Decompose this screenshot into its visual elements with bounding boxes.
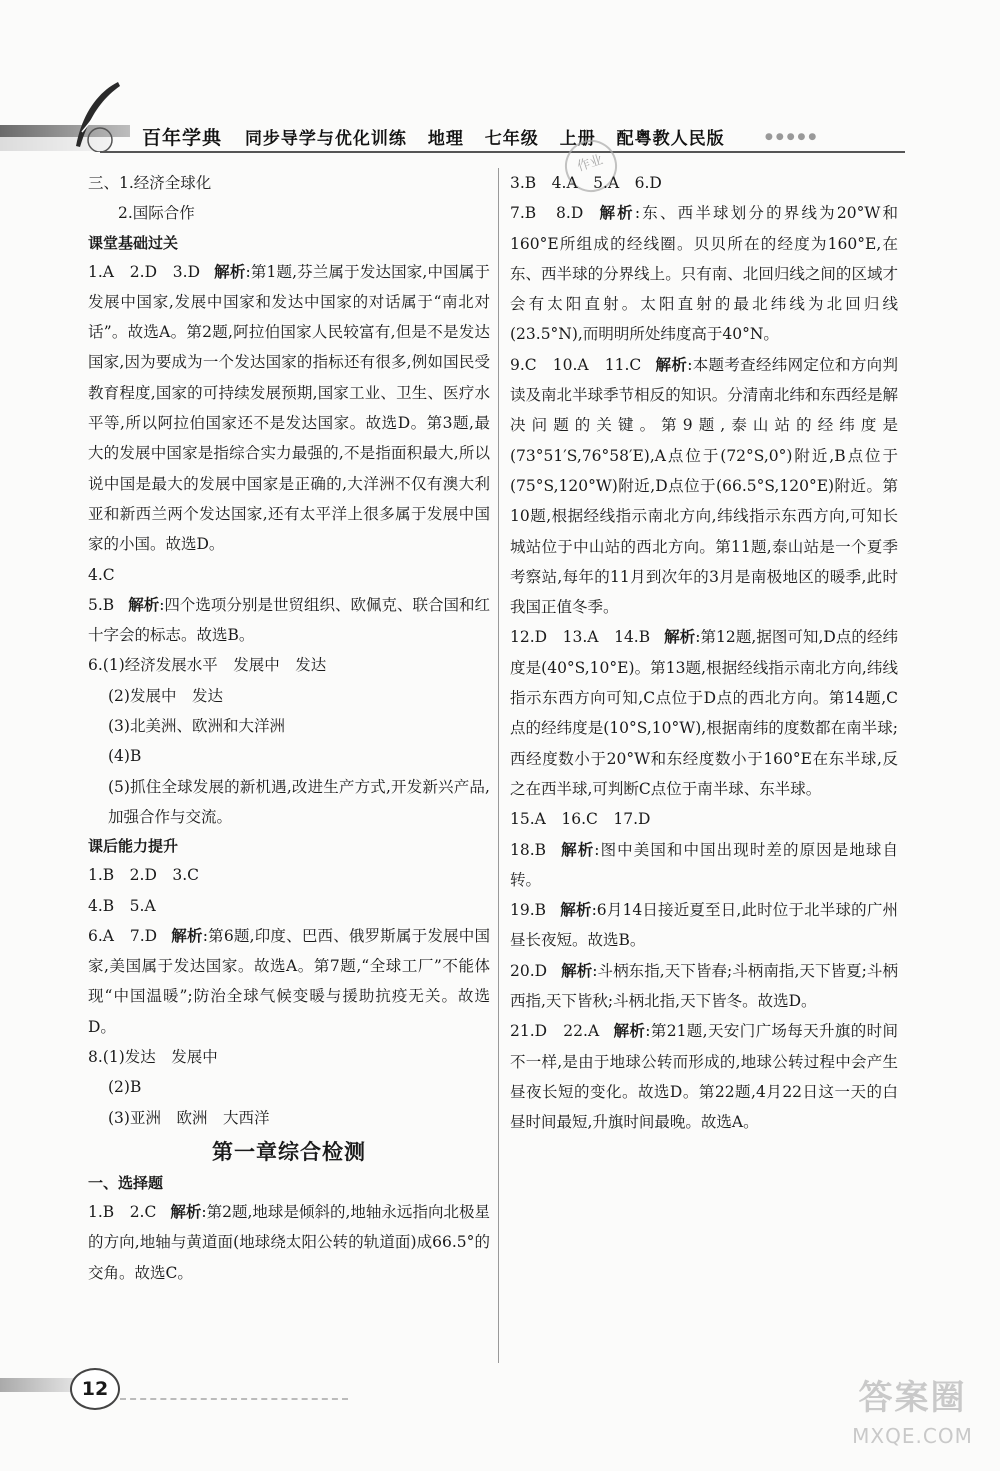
answer-block: [510, 622, 898, 804]
analysis-text: :本题考查经纬网定位和方向判读及南北半球季节相反的知识。分清南北纬和东西经是解决问题的关键。第9题,泰山站的经纬度是(73°51′S,76°58′E),A点位于(72°S,0°)附近,B点位于(75°S,120°W)附近,D点位于(66.5°S,120°E)附近。第10题,根据经线指示南北方向,纬线指示东西方向,可知长城站位于中山站的西北方向。第11题,泰山站是一个夏季考察站,每年的11月到次年的3月是南极地区的暖季,此时我国正值冬季。: [510, 355, 898, 617]
answer-line: (3)亚洲 欧洲 大西洋: [108, 1108, 270, 1127]
grade: 七年级: [484, 129, 539, 149]
homework-stamp: 作业: [558, 133, 624, 199]
answer-block: [510, 956, 898, 1017]
answer-keys: 20.D: [510, 961, 548, 980]
watermark: [830, 1375, 995, 1451]
chapter-title: 第一章综合检测: [212, 1139, 366, 1164]
watermark-url: MXQE.COM: [852, 1424, 973, 1448]
answer-line: 2.国际合作: [118, 204, 195, 223]
footer-dashed-rule: [120, 1398, 348, 1400]
answer-keys: 21.D 22.A: [510, 1022, 600, 1041]
edition: 配粤教人民版: [616, 129, 725, 149]
analysis-text: :第21题,天安门广场每天升旗的时间不一样,是由于地球公转而形成的,地球公转过程中会产生昼夜长短的变化。故选D。第22题,4月22日这一天的白昼时间最短,升旗时间最晚。故选A。: [510, 1022, 898, 1132]
answer-keys: 6.A 7.D: [88, 926, 158, 945]
answer-keys: 7.B 8.D: [510, 204, 584, 223]
header-dots: ●●●●●: [765, 132, 820, 142]
analysis-label: 解析: [613, 1022, 646, 1041]
section-heading-basic: 课堂基础过关: [88, 233, 179, 252]
answer-line: 三、1.经济全球化: [88, 174, 212, 192]
answer-line: (5)抓住全球发展的新机遇,改进生产方式,开发新兴产品,加强合作与交流。: [108, 777, 490, 826]
quill-icon: [68, 80, 128, 152]
answer-keys: 18.B: [510, 840, 547, 859]
analysis-text: :斗柄东指,天下皆春;斗柄南指,天下皆夏;斗柄西指,天下皆秋;斗柄北指,天下皆冬。故选D。: [510, 961, 898, 1011]
answer-keys: 1.A 2.D 3.D: [88, 262, 201, 281]
answer-line: 15.A 16.C 17.D: [510, 810, 651, 829]
answer-block: [510, 835, 898, 896]
analysis-label: 解析: [560, 840, 595, 859]
column-divider: [498, 168, 499, 1363]
analysis-text: :第12题,据图可知,D点的经纬度是(40°S,10°E)。第13题,根据经线指示南北方向,纬线指示东西方向可知,C点位于D点的西北方向。第14题,C点的经纬度是(10°S,10°W),根据南纬的度数都在南半球;西经度数小于20°W和东经度数小于160°E在东半球,反之在西半球,可判断C点位于南半球、东半球。: [510, 628, 898, 798]
answer-line: (2)发展中 发达: [108, 686, 223, 705]
watermark-logo: 答案圈: [858, 1378, 967, 1418]
brand-name: 百年学典: [142, 127, 223, 149]
series-name: 同步导学与优化训练: [244, 129, 407, 149]
answer-block: [88, 921, 490, 1042]
book-title: [142, 123, 739, 150]
answer-block: [88, 590, 490, 651]
analysis-label: 解析: [655, 355, 688, 374]
analysis-text: :图中美国和中国出现时差的原因是地球自转。: [510, 840, 898, 889]
analysis-text: :第1题,芬兰属于发达国家,中国属于发展中国家,发展中国家和发达中国家的对话属于“南北对话”。故选A。第2题,阿拉伯国家人民较富有,但是不是发达国家,因为要成为一个发达国家的指标还有很多,例如国民受教育程度,国家的可持续发展预期,国家工业、卫生、医疗水平等,所以阿拉伯国家还不是发达国家。故选D。第3题,最大的发展中国家是指综合实力最强的,不是指面积最大,所以说中国是最大的发展中国家是正确的,大洋洲不仅有澳大利亚和新西兰两个发达国家,还有太平洋上很多属于发展中国家的小国。故选D。: [88, 262, 490, 554]
analysis-label: 解析: [561, 961, 593, 980]
page-header: [0, 75, 1000, 175]
answer-line: 4.B 5.A: [88, 896, 156, 915]
subject: 地理: [427, 129, 464, 149]
answer-block: [88, 1197, 490, 1288]
answer-keys: 9.C 10.A 11.C: [510, 355, 642, 374]
answer-block: [510, 198, 898, 349]
analysis-text: :四个选项分别是世贸组织、欧佩克、联合国和红十字会的标志。故选B。: [88, 595, 490, 645]
answer-keys: 19.B: [510, 901, 547, 920]
answer-line: (4)B: [108, 747, 142, 766]
page-number: 12: [70, 1368, 120, 1410]
section-heading-choice: 一、选择题: [88, 1173, 164, 1192]
answer-line: 8.(1)发达 发展中: [88, 1048, 218, 1067]
answer-keys: 5.B: [88, 595, 115, 614]
analysis-text: :第6题,印度、巴西、俄罗斯属于发展中国家,美国属于发达国家。故选A。第7题,“全球工厂”不能体现“中国温暖”;防治全球气候变暖与援助抗疫无关。故选D。: [88, 926, 491, 1036]
header-rule: [100, 151, 905, 153]
answer-line: 6.(1)经济发展水平 发展中 发达: [88, 656, 327, 675]
answer-block: [88, 257, 490, 560]
right-column: [510, 168, 898, 1138]
answer-line: (3)北美洲、欧洲和大洋洲: [108, 717, 285, 736]
left-column: [88, 168, 490, 1288]
answer-block: [510, 350, 898, 623]
analysis-label: 解析: [560, 901, 592, 920]
analysis-text: :东、西半球划分的界线为20°W和160°E所组成的经线圈。贝贝所在的经度为160°E,在东、西半球的分界线上。只有南、北回归线之间的区域才会有太阳直射。太阳直射的最北纬线为北回归线(23.5°N),而明明所处纬度高于40°N。: [510, 204, 898, 344]
analysis-text: :6月14日接近夏至日,此时位于北半球的广州昼长夜短。故选B。: [510, 901, 898, 950]
answer-block: [510, 895, 898, 956]
analysis-label: 解析: [170, 1202, 202, 1221]
analysis-label: 解析: [214, 262, 246, 281]
answer-line: (2)B: [108, 1078, 142, 1097]
volume: 上册: [559, 129, 596, 149]
answer-line: 3.B 4.A 5.A 6.D: [510, 174, 662, 192]
analysis-label: 解析: [171, 926, 203, 945]
analysis-text: :第2题,地球是倾斜的,地轴永远指向北极星的方向,地轴与黄道面(地球绕太阳公转的轨道面)成66.5°的交角。故选C。: [88, 1202, 490, 1282]
analysis-label: 解析: [664, 628, 696, 647]
answer-line: 1.B 2.D 3.C: [88, 866, 200, 885]
analysis-label: 解析: [597, 204, 635, 223]
analysis-label: 解析: [128, 595, 160, 614]
answer-block: [510, 1016, 898, 1137]
section-heading-after: 课后能力提升: [88, 837, 179, 856]
answer-keys: 12.D 13.A 14.B: [510, 628, 651, 647]
answer-keys: 1.B 2.C: [88, 1202, 157, 1221]
answer-line: 4.C: [88, 565, 115, 584]
